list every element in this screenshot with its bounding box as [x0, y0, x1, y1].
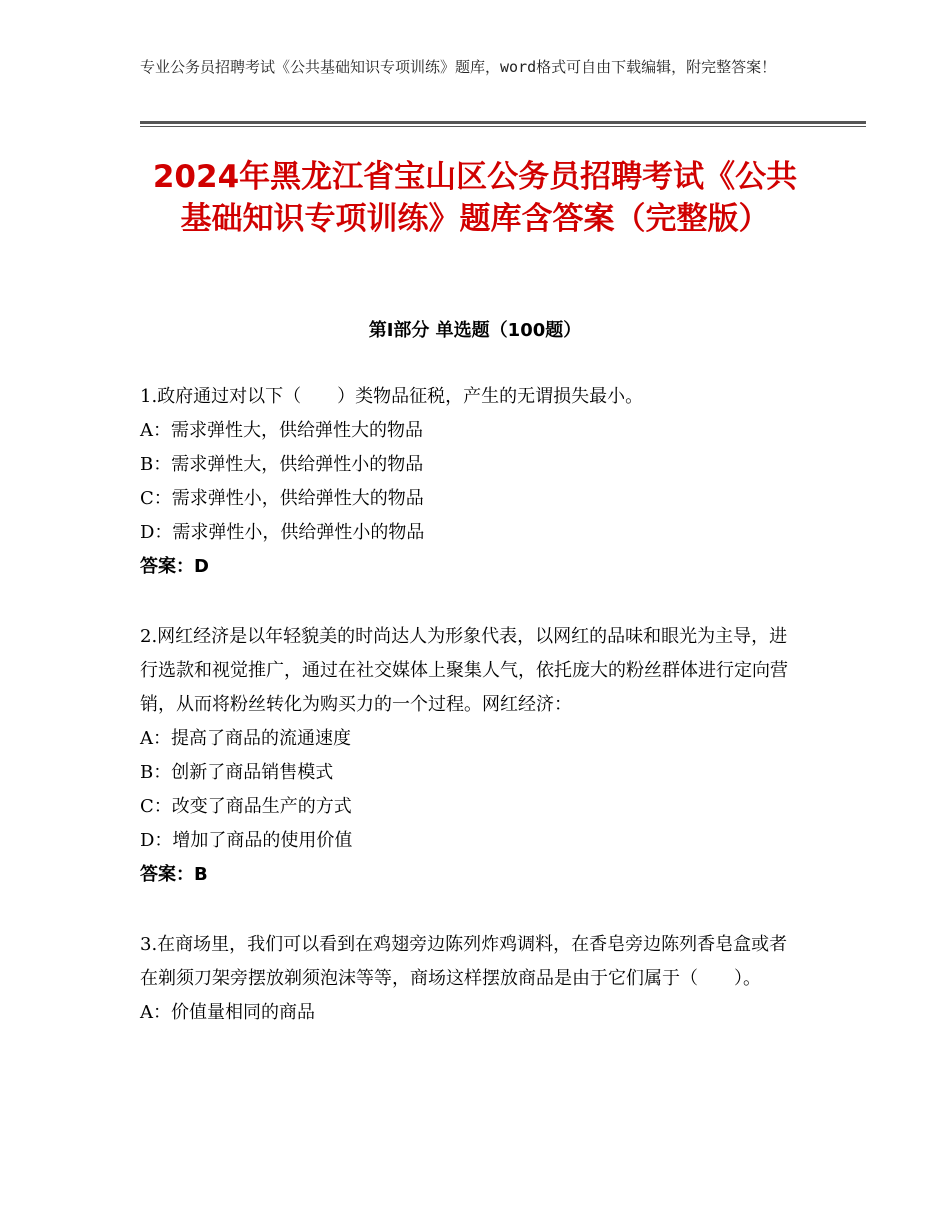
- option-a: A：价值量相同的商品: [140, 1002, 315, 1023]
- question-1: [140, 380, 800, 584]
- question-text: 3.在商场里，我们可以看到在鸡翅旁边陈列炸鸡调料，在香皂旁边陈列香皂盒或者在剃须刀架旁摆放剃须泡沫等等，商场这样摆放商品是由于它们属于（ ）。: [140, 934, 788, 989]
- header-divider-thin: [140, 126, 866, 127]
- option-c: C：需求弹性小，供给弹性大的物品: [140, 488, 424, 509]
- question-text: 2.网红经济是以年轻貌美的时尚达人为形象代表，以网红的品味和眼光为主导，进行选款和视觉推广，通过在社交媒体上聚集人气，依托庞大的粉丝群体进行定向营销，从而将粉丝转化为购买力的一个过程。网红经济：: [140, 626, 788, 715]
- section-title: 第Ⅰ部分 单选题（100题）: [368, 320, 582, 341]
- question-text: 1.政府通过对以下（ ）类物品征税，产生的无谓损失最小。: [140, 386, 644, 407]
- answer: 答案：D: [140, 556, 209, 577]
- document-title: 2024年黑龙江省宝山区公务员招聘考试《公共基础知识专项训练》题库含答案（完整版）: [152, 159, 798, 237]
- question-2: [140, 620, 800, 892]
- option-d: D：需求弹性小，供给弹性小的物品: [140, 522, 425, 543]
- question-3: [140, 928, 800, 1030]
- option-a: A：提高了商品的流通速度: [140, 728, 351, 749]
- option-a: A：需求弹性大，供给弹性大的物品: [140, 420, 423, 441]
- option-b: B：创新了商品销售模式: [140, 762, 334, 783]
- option-b: B：需求弹性大，供给弹性小的物品: [140, 454, 424, 475]
- option-d: D：增加了商品的使用价值: [140, 830, 353, 851]
- header-note: 专业公务员招聘考试《公共基础知识专项训练》题库，word格式可自由下载编辑，附完整答案！: [140, 58, 777, 76]
- question-list: [140, 380, 800, 1066]
- header-divider-thick: [140, 121, 866, 124]
- option-c: C：改变了商品生产的方式: [140, 796, 352, 817]
- answer: 答案：B: [140, 864, 208, 885]
